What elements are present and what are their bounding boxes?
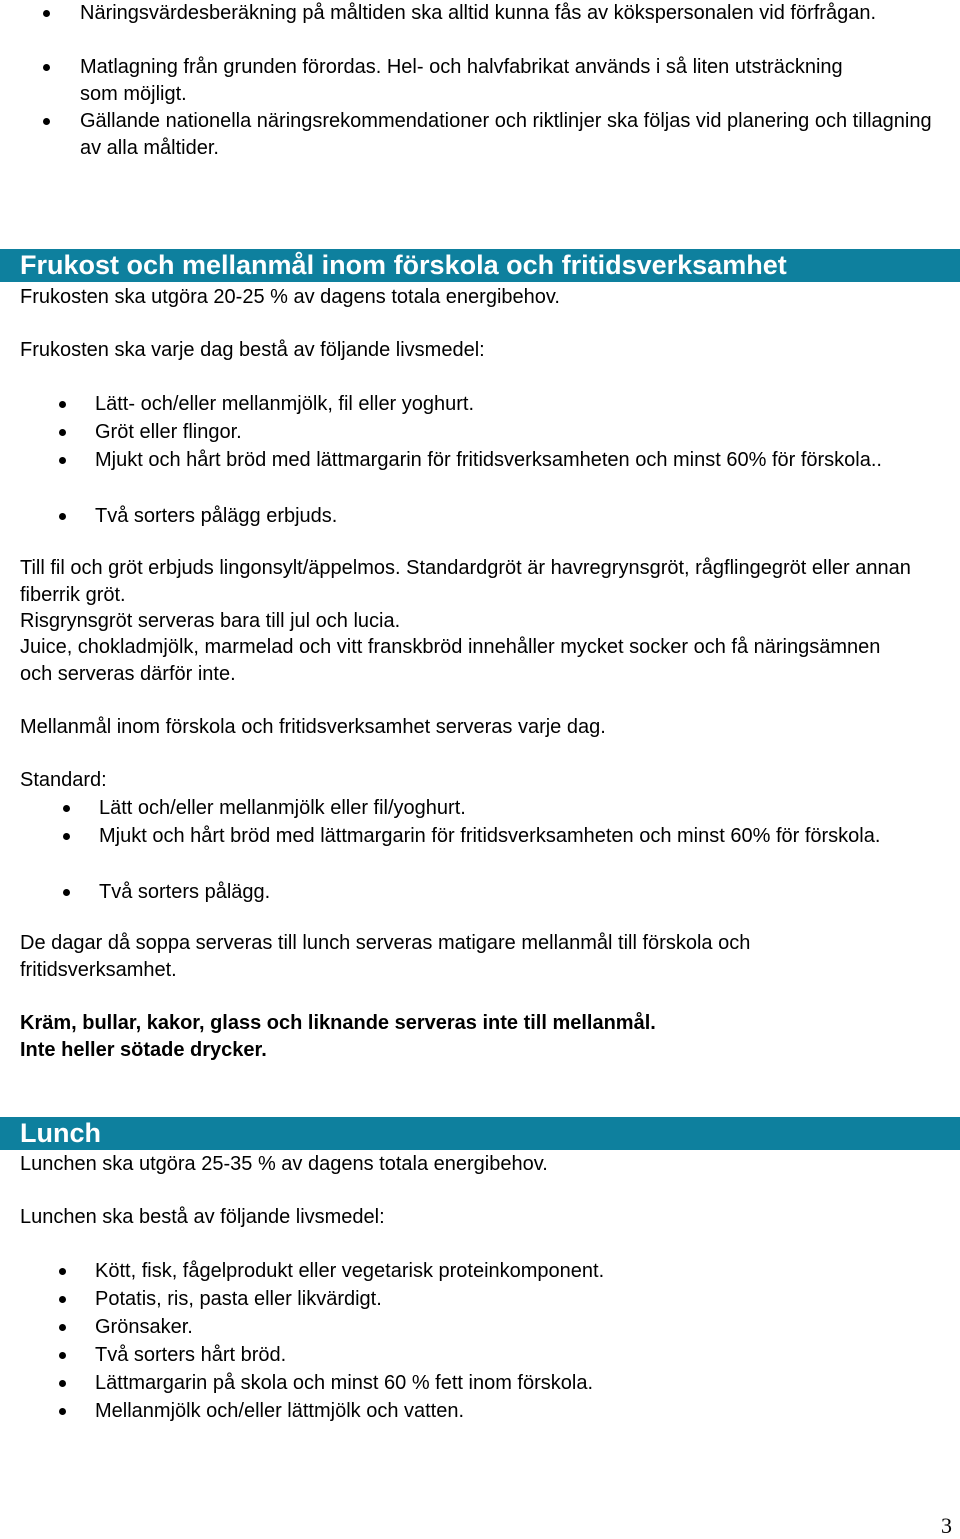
list-item [0, 1314, 940, 1342]
standard-label: Standard: [20, 769, 107, 791]
bold-note-2: Inte heller sötade drycker. [20, 1039, 267, 1061]
list-item-text: Två sorters pålägg. [99, 881, 271, 903]
list-item [0, 879, 940, 907]
lunch-bullet-list [0, 1258, 940, 1426]
list-item [0, 54, 940, 108]
list-item-text: Potatis, ris, pasta eller likvärdigt. [95, 1288, 382, 1310]
list-item-text: Matlagning från grunden förordas. Hel- och halvfabrikat används i så liten utsträckning som möjligt. [80, 56, 843, 105]
list-item-text: Lätt- och/eller mellanmjölk, fil eller yoghurt. [95, 393, 475, 415]
list-item-text: Grönsaker. [95, 1316, 193, 1338]
frukost-bullet-list [0, 391, 940, 531]
soppa-note: De dagar då soppa serveras till lunch serveras matigare mellanmål till förskola och fritidsverksamhet. [20, 932, 751, 981]
list-item [0, 823, 940, 879]
list-item [0, 419, 940, 447]
list-item-text: Mellanmjölk och/eller lättmjölk och vatten. [95, 1400, 465, 1422]
list-item [0, 391, 940, 419]
bullet-icon [43, 10, 50, 17]
bullet-icon [43, 118, 50, 125]
list-item-text: Mjukt och hårt bröd med lättmargarin för fritidsverksamheten och minst 60% för förskola. [99, 825, 881, 847]
list-item [0, 1342, 940, 1370]
list-item [0, 0, 940, 54]
frukost-paragraph-3: Juice, chokladmjölk, marmelad och vitt franskbröd innehåller mycket socker och få näringsämnen och serveras därför inte. [20, 636, 881, 685]
bullet-icon [59, 429, 66, 436]
bullet-icon [59, 1380, 66, 1387]
page-number: 3 [941, 1513, 952, 1538]
bullet-icon [63, 805, 70, 812]
bold-note-1: Kräm, bullar, kakor, glass och liknande serveras inte till mellanmål. [20, 1012, 656, 1034]
lunch-list-intro: Lunchen ska bestå av följande livsmedel: [20, 1206, 385, 1228]
frukost-intro: Frukosten ska utgöra 20-25 % av dagens totala energibehov. [20, 286, 560, 308]
list-item [0, 1286, 940, 1314]
frukost-paragraph-2: Risgrynsgröt serveras bara till jul och lucia. [20, 610, 401, 632]
bullet-icon [63, 833, 70, 840]
bullet-icon [59, 1324, 66, 1331]
bullet-icon [63, 889, 70, 896]
list-item [0, 503, 940, 531]
section-heading-lunch: Lunch [0, 1117, 960, 1150]
bullet-icon [43, 64, 50, 71]
bullet-icon [59, 1408, 66, 1415]
list-item-text: Mjukt och hårt bröd med lättmargarin för fritidsverksamheten och minst 60% för förskola.. [95, 449, 882, 471]
list-item [0, 108, 940, 162]
list-item [0, 1258, 940, 1286]
list-item-text: Två sorters hårt bröd. [95, 1344, 287, 1366]
list-item [0, 1398, 940, 1426]
mellanmal-intro: Mellanmål inom förskola och fritidsverksamhet serveras varje dag. [20, 716, 606, 738]
list-item-text: Gällande nationella näringsrekommendationer och riktlinjer ska följas vid planering och tillagning av alla måltider. [80, 110, 932, 159]
frukost-list-intro: Frukosten ska varje dag bestå av följande livsmedel: [20, 339, 485, 361]
list-item [0, 447, 940, 503]
lunch-intro: Lunchen ska utgöra 25-35 % av dagens totala energibehov. [20, 1153, 548, 1175]
list-item [0, 795, 940, 823]
bullet-icon [59, 513, 66, 520]
standard-bullet-list [0, 795, 940, 907]
list-item-text: Gröt eller flingor. [95, 421, 242, 443]
frukost-paragraph-1: Till fil och gröt erbjuds lingonsylt/äppelmos. Standardgröt är havregrynsgröt, rågflingegröt eller annan fiberrik gröt. [20, 557, 911, 606]
intro-bullet-list [0, 0, 940, 162]
bullet-icon [59, 457, 66, 464]
bullet-icon [59, 1296, 66, 1303]
section-heading-frukost: Frukost och mellanmål inom förskola och fritidsverksamhet [0, 249, 960, 282]
list-item-text: Kött, fisk, fågelprodukt eller vegetarisk proteinkomponent. [95, 1260, 605, 1282]
list-item-text: Två sorters pålägg erbjuds. [95, 505, 338, 527]
list-item-text: Näringsvärdesberäkning på måltiden ska alltid kunna fås av kökspersonalen vid förfrågan. [80, 2, 877, 24]
bullet-icon [59, 1352, 66, 1359]
list-item-text: Lätt och/eller mellanmjölk eller fil/yoghurt. [99, 797, 466, 819]
bullet-icon [59, 401, 66, 408]
list-item-text: Lättmargarin på skola och minst 60 % fett inom förskola. [95, 1372, 594, 1394]
bullet-icon [59, 1268, 66, 1275]
list-item [0, 1370, 940, 1398]
